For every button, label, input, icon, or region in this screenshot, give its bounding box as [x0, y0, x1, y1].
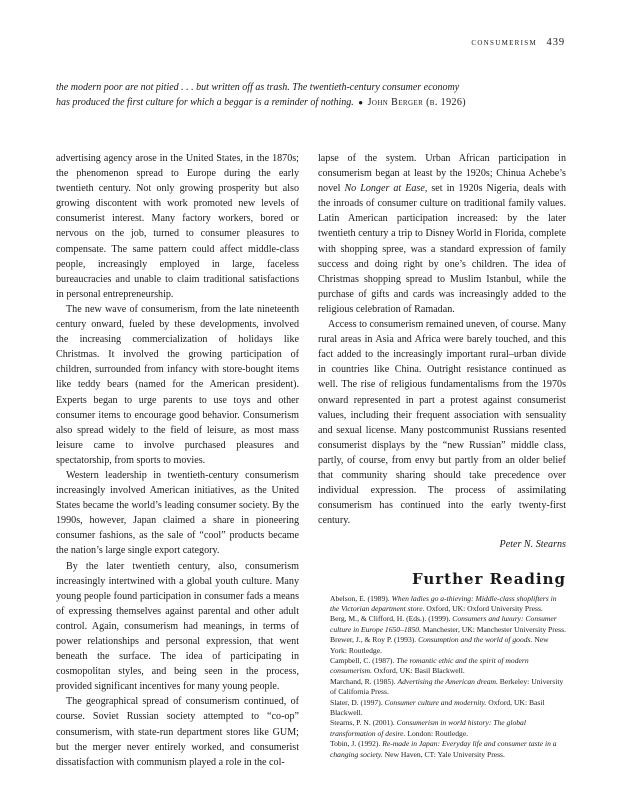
reference-author: Abelson, E. (1989).	[330, 593, 392, 603]
reference-entry	[318, 698, 566, 719]
reference-entry	[318, 594, 566, 615]
reference-entry	[318, 718, 566, 739]
reference-entry	[318, 614, 566, 635]
reference-title: Advertising the American dream.	[397, 676, 498, 686]
epigraph-quote	[56, 80, 566, 110]
reference-author: Slater, D. (1997).	[330, 697, 385, 707]
references-list	[318, 594, 566, 761]
running-head-title: consumerism	[471, 37, 538, 48]
reference-entry	[318, 677, 566, 698]
right-paragraph-1-pre: lapse of the system. Urban African participation in consumerism began at least by the 1920s; Chinua Achebe’s novel	[318, 153, 566, 195]
reference-publisher: Berkeley: University of California Press.	[330, 676, 564, 697]
left-paragraph-1: advertising agency arose in the United States, in the 1870s; the phenomenon spread to Europe during the early twentieth century. Not only growing prosperity but also growing discontent with work promoted new levels of consumerist interest. Many factory workers, bored or nervous on the job, turned to consumer pleasures to compensate. The same pattern could affect middle-class people, increasingly employed in large, faceless bureaucracies and unable to claim traditional satisfactions in personal entrepreneurship.	[56, 153, 299, 300]
novel-title: No Longer at Ease	[344, 183, 425, 195]
left-paragraph-3: Western leadership in twentieth-century consumerism increasingly involved American initiatives, as the United States became the world’s leading consumer society. By the 1990s, however, Japan claimed a share in pioneering consumer fashions, as the sale of “cool” products became the nation’s large single export category.	[56, 469, 299, 557]
reference-author: Brewer, J., & Roy P. (1993).	[330, 635, 419, 645]
further-reading-heading: Further Reading	[411, 570, 566, 589]
reference-publisher: Manchester, UK: Manchester University Press.	[420, 624, 566, 634]
reference-entry	[318, 635, 566, 656]
right-paragraph-1-post: , set in 1920s Nigeria, deals with the inroads of consumer culture on traditional family values. Latin American participation increased: by the later twentieth century a trip to Disney World in Florida, complete with shopping spree, was a standard expression of family success and doing right by one’s children. The idea of Christmas shopping spread to Muslim Istanbul, while the purchase of gifts and cards was increasingly added to the religious celebration of Ramadan.	[318, 183, 567, 315]
reference-title: Consumers and luxury: Consumer culture in Europe 1650–1850.	[330, 614, 557, 634]
reference-title: Consumerism in world history: The global transformation of desire.	[330, 718, 526, 738]
left-paragraph-2: The new wave of consumerism, from the late nineteenth century onward, fueled by these developments, involved the increasing commercialization of holidays like Christmas. It involved the growing participation of children, surrounded from infancy with store-bought items like teddy bears (named for the American president). Experts began to urge parents to use toys and other consumer items to encourage good behavior. Consumerism also spread widely to the field of leisure, as most mass leisure came to involve purchased pleasures and spectatorship, from sports to movies.	[56, 303, 299, 466]
reference-title: Re-made in Japan: Everyday life and consumer taste in a changing society.	[330, 739, 557, 759]
reference-entry	[318, 656, 566, 677]
running-head	[471, 37, 565, 48]
reference-author: Berg, M., & Clifford, H. (Eds.). (1999).	[330, 614, 453, 624]
reference-author: Stearns, P. N. (2001).	[330, 718, 397, 728]
reference-title: Consumption and the world of goods.	[418, 635, 533, 645]
author-signature: Peter N. Stearns	[499, 539, 566, 551]
reference-author: Marchand, R. (1985).	[330, 676, 398, 686]
reference-title: When ladies go a-thieving: Middle-class shoplifters in the Victorian department store.	[330, 593, 557, 613]
reference-author: Campbell, C. (1987).	[330, 655, 397, 665]
reference-publisher: London: Routledge.	[405, 728, 469, 738]
reference-entry	[318, 739, 566, 760]
left-column	[56, 151, 299, 770]
quote-line-2: has produced the first culture for which a beggar is a reminder of nothing.	[56, 97, 354, 108]
reference-author: Tobin, J. (1992).	[330, 739, 383, 749]
reference-publisher: Oxford, UK: Basil Blackwell.	[330, 697, 545, 717]
page-number: 439	[546, 37, 565, 48]
reference-title: Consumer culture and modernity.	[384, 697, 487, 707]
right-paragraph-1	[318, 151, 566, 317]
reference-publisher: New York: Routledge.	[330, 635, 549, 655]
reference-publisher: New Haven, CT: Yale University Press.	[382, 749, 505, 759]
right-paragraph-2: Access to consumerism remained uneven, of course. Many rural areas in Asia and Africa were barely touched, and this fact added to the increasingly important rural–urban divide in countries like China. Outright resistance continued as well. The rise of religious fundamentalisms from the 1970s onward represented in part a protest against consumerist values, including their frequent association with sensuality and sexual license. Many postcommunist Russians resented consumerist displays by the “new Russian” middle class, partly, of course, from envy but partly from an older belief that community sharing should take precedence over individual expression. The process of assimilating consumerism has continued into the early twenty-first century.	[318, 319, 566, 527]
reference-title: The romantic ethic and the spirit of modern consumerism.	[330, 655, 529, 676]
quote-bullet: ●	[358, 98, 364, 107]
left-paragraph-4: By the later twentieth century, also, consumerism increasingly intertwined with a global youth culture. Many young people found participation in consumer fads a means of expressing themselves against parental and other adult control. Again, consumerism had meanings, in terms of power relationships and personal expression, that went beneath the surface. The idea of participating in cosmopolitan styles, and being seen in the process, provided significant incentives for many young people.	[56, 560, 299, 693]
quote-line-1: the modern poor are not pitied . . . but written off as trash. The twentieth-century consumer economy	[56, 82, 460, 93]
quote-attribution: John Berger (b. 1926)	[367, 97, 467, 108]
reference-publisher: Oxford, UK: Oxford University Press.	[424, 603, 543, 613]
left-paragraph-5: The geographical spread of consumerism continued, of course. Soviet Russian society attempted to “co-op” consumerism, with state-run department stores like GUM; but the merger never entirely worked, and consumerist dissatisfaction with communism played a role in the col-	[56, 696, 299, 768]
right-column	[318, 151, 566, 760]
reference-publisher: Oxford, UK: Basil Blackwell.	[371, 666, 465, 676]
